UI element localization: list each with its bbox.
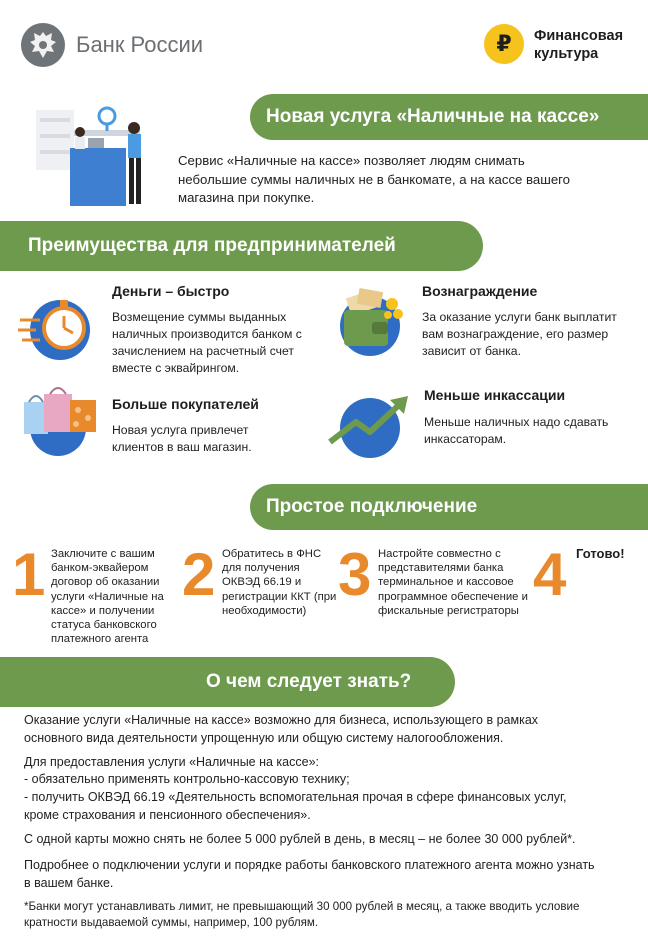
adv-1-text: Возмещение суммы выданных наличных производится банком с зачислением на расчетный счет вместе с эквайрингом. [112,310,302,375]
adv-3-text: Новая услуга привлечет клиентов в ваш магазин. [112,423,252,454]
step-1-text: Заключите с вашим банком-эквайером договор об оказании услуги «Наличные на кассе» и получении статуса банковского платежного агента [51,548,164,646]
know-p2-item1: - обязательно применять контрольно-кассовую технику; [24,772,350,786]
know-p2-intro: Для предоставления услуги «Наличные на кассе»: [24,755,320,769]
connection-title: Простое подключение [266,496,478,517]
step-3-text: Настройте совместно с представителями банка терминальное и кассовое программное обеспечение и фискальные регистраторы [378,548,528,617]
fin-culture-line2: культура [534,46,599,62]
bank-of-russia-logo [20,22,220,68]
wallet-coins-icon [328,284,412,360]
adv-3-title: Больше покупателей [112,396,259,412]
adv-1-title: Деньги – быстро [112,283,230,299]
adv-4-text: Меньше наличных надо сдавать инкассаторам. [424,415,609,446]
step-4-number: 4 [533,541,567,608]
intro-title: Новая услуга «Наличные на кассе» [266,106,600,127]
intro-text: Сервис «Наличные на кассе» позволяет людям снимать небольшие суммы наличных не в банкомате, а на кассе вашего магазина при покупке. [178,153,571,205]
bank-name: Банк России [76,32,204,57]
fin-culture-line1: Финансовая [534,28,624,44]
step-2-text: Обратитесь в ФНС для получения ОКВЭД 66.19 и регистрации ККТ (при необходимости) [222,548,337,617]
connection-title-band [250,484,648,530]
cashier-scene-illustration [30,100,180,210]
adv-4-title: Меньше инкассации [424,387,566,403]
advantages-title-band [0,221,483,271]
ruble-coin-icon: ₽ [484,24,524,64]
step-4-text: Готово! [576,546,625,561]
intro-title-band [250,94,648,140]
stopwatch-icon [18,290,102,364]
step-3-number: 3 [338,541,372,608]
know-p4: Подробнее о подключении услуги и порядке работы банковского платежного агента можно узнать в вашем банке. [24,858,595,890]
know-title-band [0,657,455,707]
shopping-bags-icon [18,380,104,460]
know-p3: С одной карты можно снять не более 5 000 рублей в день, в месяц – не более 30 000 рублей*. [24,832,576,846]
adv-2-title: Вознаграждение [422,283,538,299]
advantages-title: Преимущества для предпринимателей [28,235,396,256]
fin-culture-logo [484,22,634,68]
know-footnote: *Банки могут устанавливать лимит, не превышающий 30 000 рублей в месяц, а также вводить условие кратности выдаваемой суммы, например, 100 рублям. [24,900,580,929]
step-1-number: 1 [12,541,46,608]
know-title: О чем следует знать? [206,671,412,692]
growth-arrow-icon [326,392,412,462]
step-2-number: 2 [182,541,216,608]
know-p2-item2: - получить ОКВЭД 66.19 «Деятельность вспомогательная прочая в сфере финансовых услуг, кроме страхования и пенсионного обеспечения». [24,790,567,822]
double-headed-eagle-icon [20,22,66,68]
know-p1: Оказание услуги «Наличные на кассе» возможно для бизнеса, использующего в рамках основного вида деятельности упрощенную или общую систему налогообложения. [24,713,539,745]
adv-2-text: За оказание услуги банк выплатит вам вознаграждение, его размер зависит от банка. [422,310,617,358]
